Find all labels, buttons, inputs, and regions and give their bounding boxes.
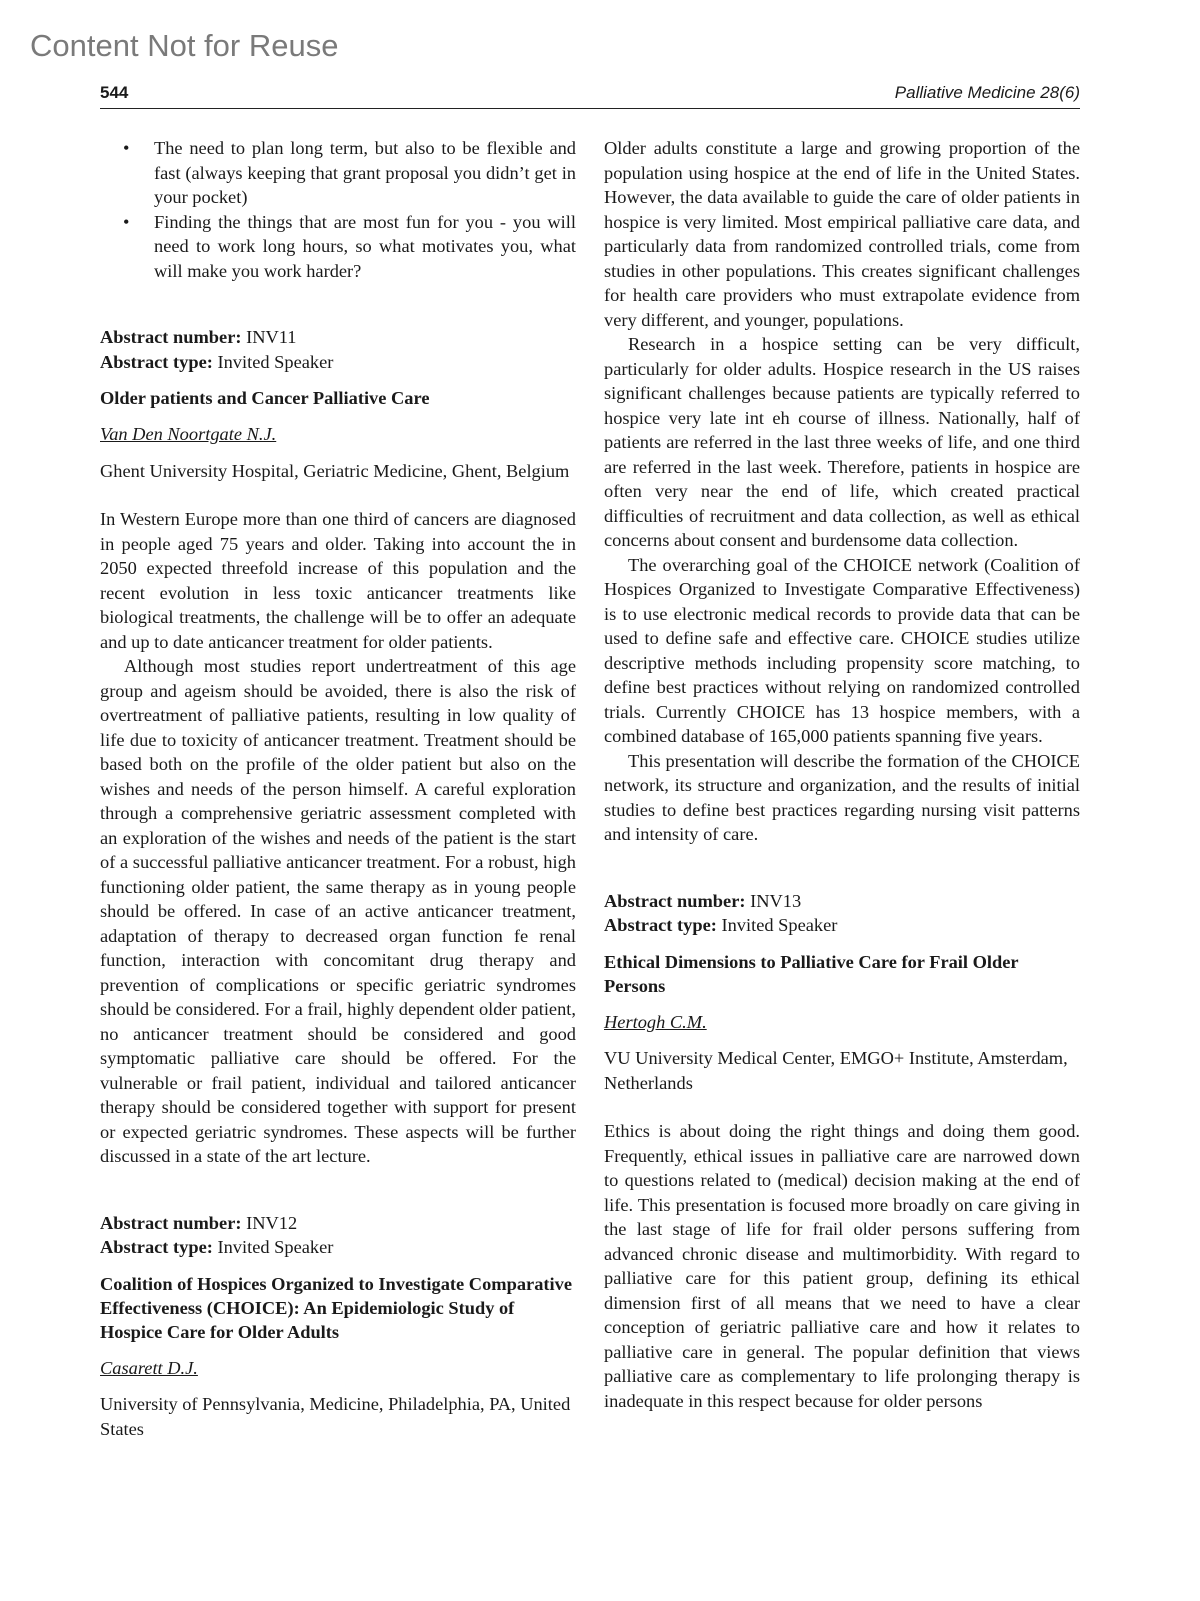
abstract-paragraph: This presentation will describe the formation of the CHOICE network, its structure and organization, and the results of initial studies to define best practices regarding nursing visit patterns and intensity of care. xyxy=(604,750,1080,844)
abstract-affiliation: VU University Medical Center, EMGO+ Institute, Amsterdam, Netherlands xyxy=(604,1048,1068,1093)
abstract-paragraph: Older adults constitute a large and growing proportion of the population using hospice at the end of life in the United States. However, the data available to guide the care of older patients in hospice is very limited. Most empirical palliative care data, and particularly data from randomized controlled trials, come from studies in other populations. This creates significant challenges for health care providers who must extrapolate evidence from very different, and younger, populations. xyxy=(604,138,1080,330)
abstract-type: Abstract type: Invited Speaker xyxy=(100,1237,334,1257)
abstract-number: Abstract number: INV13 xyxy=(604,890,802,911)
abstract-author: Hertogh C.M. xyxy=(604,1011,707,1032)
abstract-type: Abstract type: Invited Speaker xyxy=(604,915,838,935)
abstract-inv13 xyxy=(604,889,1080,1414)
abstract-title: Older patients and Cancer Palliative Care xyxy=(100,388,430,408)
page-number: 544 xyxy=(100,83,129,102)
list-item: • Finding the things that are most fun for you - you will need to work long hours, so what motivates you, what will make you work harder? xyxy=(123,211,576,281)
abstract-title: Coalition of Hospices Organized to Investigate Comparative Effectiveness (CHOICE): An Epidemiologic Study of Hospice Care for Older Adults xyxy=(100,1273,572,1342)
abstract-number: Abstract number: INV12 xyxy=(100,1212,298,1233)
abstract-type: Abstract type: Invited Speaker xyxy=(100,351,334,372)
abstract-paragraph: In Western Europe more than one third of cancers are diagnosed in people aged 75 years and older. Taking into account the in 2050 expected threefold increase of this population and the recent evolution in less toxic anticancer treatments like biological treatments, the challenge will be to offer an adequate and up to date anticancer treatment for older patients. xyxy=(100,509,576,652)
abstract-author: Van Den Noortgate N.J. xyxy=(100,424,277,444)
abstract-affiliation: University of Pennsylvania, Medicine, Philadelphia, PA, United States xyxy=(100,1394,571,1439)
right-column xyxy=(604,136,1080,1413)
left-column xyxy=(100,136,576,1441)
abstract-inv12-body xyxy=(604,136,1080,847)
journal-citation: Palliative Medicine 28(6) xyxy=(894,83,1080,102)
abstract-number: Abstract number: INV11 xyxy=(100,327,297,347)
bullet-icon: • xyxy=(123,211,130,232)
abstract-paragraph: Although most studies report undertreatment of this age group and ageism should be avoided, there is also the risk of overtreatment of palliative patients, resulting in low quality of life due to toxicity of anticancer treatment. Treatment should be based both on the profile of the older patient but also on the wishes and needs of the person himself. A careful exploration through a comprehensive geriatric assessment completed with an exploration of the wishes and needs of the patient is the start of a successful palliative anticancer treatment. For a robust, high functioning older patient, the same therapy as in young people should be offered. In case of an active anticancer treatment, adaptation of therapy to decreased organ function fe renal function, interaction with concomitant drug therapy and prevention of complications or specific geriatric syndromes should be considered. For a frail, highly dependent older patient, no anticancer treatment should be considered and good symptomatic palliative care should be offered. For the vulnerable or frail patient, individual and tailored anticancer therapy should be considered together with support for present or expected geriatric syndromes. These aspects will be further discussed in a state of the art lecture. xyxy=(100,656,576,1166)
abstract-title: Ethical Dimensions to Palliative Care for Frail Older Persons xyxy=(604,951,1019,996)
abstract-inv11 xyxy=(100,325,576,1169)
abstract-inv12 xyxy=(100,1211,576,1442)
abstract-paragraph: Ethics is about doing the right things and doing them good. Frequently, ethical issues in palliative care are narrowed down to questions related to (medical) decision making at the end of life. This presentation is focused more broadly on care giving in the last stage of life for frail older persons suffering from advanced chronic disease and multimorbidity. With regard to palliative care for this patient group, defining its ethical dimension first of all means that we need to have a clear conception of geriatric palliative care and how it relates to palliative care in general. The popular definition that views palliative care as complementary to life prolonging therapy is inadequate in this respect because for older persons xyxy=(604,1121,1080,1411)
abstract-author: Casarett D.J. xyxy=(100,1357,198,1378)
bullet-list xyxy=(100,136,576,283)
watermark: Content Not for Reuse xyxy=(30,28,339,63)
bullet-icon: • xyxy=(123,138,130,158)
abstract-affiliation: Ghent University Hospital, Geriatric Medicine, Ghent, Belgium xyxy=(100,460,570,481)
running-head xyxy=(100,80,1080,109)
abstract-paragraph: Research in a hospice setting can be very difficult, particularly for older adults. Hospice research in the US raises significant challenges because patients are typically referred to hospice very late int eh course of illness. Nationally, half of patients are referred in the last three weeks of life, and one third are referred in the last week. Therefore, patients in hospice are often very near the end of life, which created practical difficulties of recruitment and data collection, as well as ethical concerns about consent and burdensome data collection. xyxy=(604,334,1080,550)
list-item: • The need to plan long term, but also to be flexible and fast (always keeping that grant proposal you didn’t get in your pocket) xyxy=(123,138,576,207)
abstract-paragraph: The overarching goal of the CHOICE network (Coalition of Hospices Organized to Investigate Comparative Effectiveness) is to use electronic medical records to provide data that can be used to define safe and effective care. CHOICE studies utilize descriptive methods including propensity score matching, to define best practices without relying on randomized controlled trials. Currently CHOICE has 13 hospice members, with a combined database of 165,000 patients spanning five years. xyxy=(604,554,1080,746)
